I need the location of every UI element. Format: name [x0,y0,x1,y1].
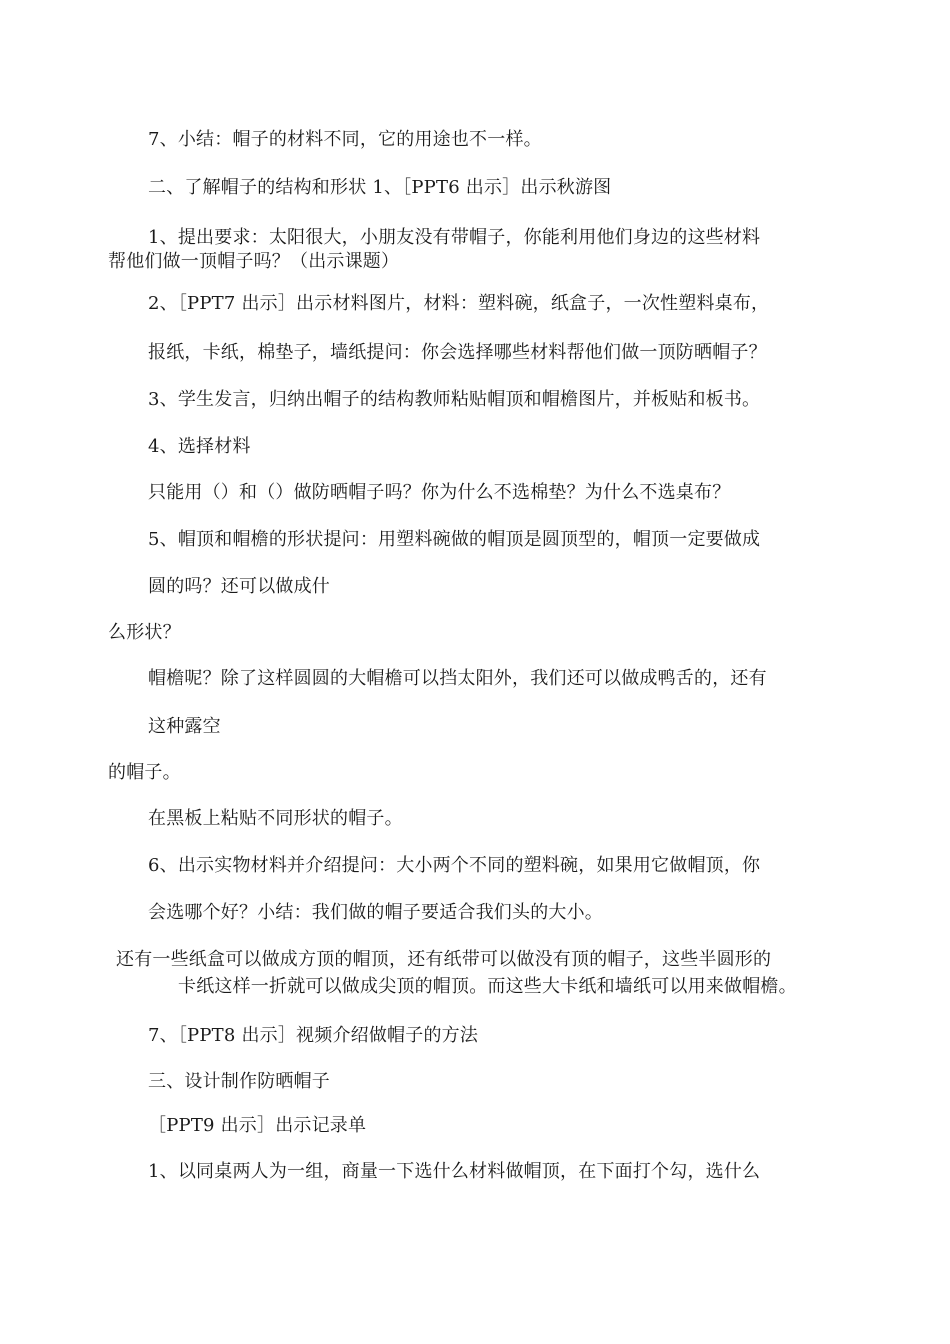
text-line: 6、出示实物材料并介绍提问：大小两个不同的塑料碗，如果用它做帽顶，你 [148,855,761,876]
text-line: 5、帽顶和帽檐的形状提问：用塑料碗做的帽顶是圆顶型的，帽顶一定要做成 [148,529,761,550]
text-line: 二、了解帽子的结构和形状 1、［PPT6 出示］出示秋游图 [148,177,612,198]
text-line: 2、［PPT7 出示］出示材料图片，材料：塑料碗，纸盒子，一次性塑料桌布， [148,293,770,314]
text-line: 只能用（）和（）做防晒帽子吗？你为什么不选棉垫？为什么不选桌布？ [148,482,731,503]
text-line: ［PPT9 出示］出示记录单 [148,1115,367,1136]
text-line: 卡纸这样一折就可以做成尖顶的帽顶。而这些大卡纸和墙纸可以用来做帽檐。 [178,976,797,997]
text-line: 7、小结：帽子的材料不同，它的用途也不一样。 [148,129,542,150]
text-line: 三、设计制作防晒帽子 [148,1071,330,1092]
text-line: 还有一些纸盒可以做成方顶的帽顶，还有纸带可以做没有顶的帽子，这些半圆形的 [116,949,772,970]
text-line: 会选哪个好？小结：我们做的帽子要适合我们头的大小。 [148,902,603,923]
text-line: 么形状？ [108,622,181,643]
text-line: 这种露空 [148,716,221,737]
text-line: 1、提出要求：太阳很大，小朋友没有带帽子，你能利用他们身边的这些材料 [148,227,761,248]
text-line: 在黑板上粘贴不同形状的帽子。 [148,808,403,829]
text-line: 7、［PPT8 出示］视频介绍做帽子的方法 [148,1025,479,1046]
text-line: 报纸，卡纸，棉垫子，墙纸提问：你会选择哪些材料帮他们做一顶防晒帽子？ [148,342,767,363]
text-line: 1、以同桌两人为一组，商量一下选什么材料做帽顶，在下面打个勾，选什么 [148,1161,761,1182]
text-line: 3、学生发言，归纳出帽子的结构教师粘贴帽顶和帽檐图片，并板贴和板书。 [148,389,761,410]
text-line: 的帽子。 [108,762,181,783]
text-line: 帽檐呢？除了这样圆圆的大帽檐可以挡太阳外，我们还可以做成鸭舌的，还有 [148,668,767,689]
text-line: 4、选择材料 [148,436,251,457]
text-line: 帮他们做一顶帽子吗？（出示课题） [108,251,400,272]
text-line: 圆的吗？还可以做成什 [148,576,330,597]
